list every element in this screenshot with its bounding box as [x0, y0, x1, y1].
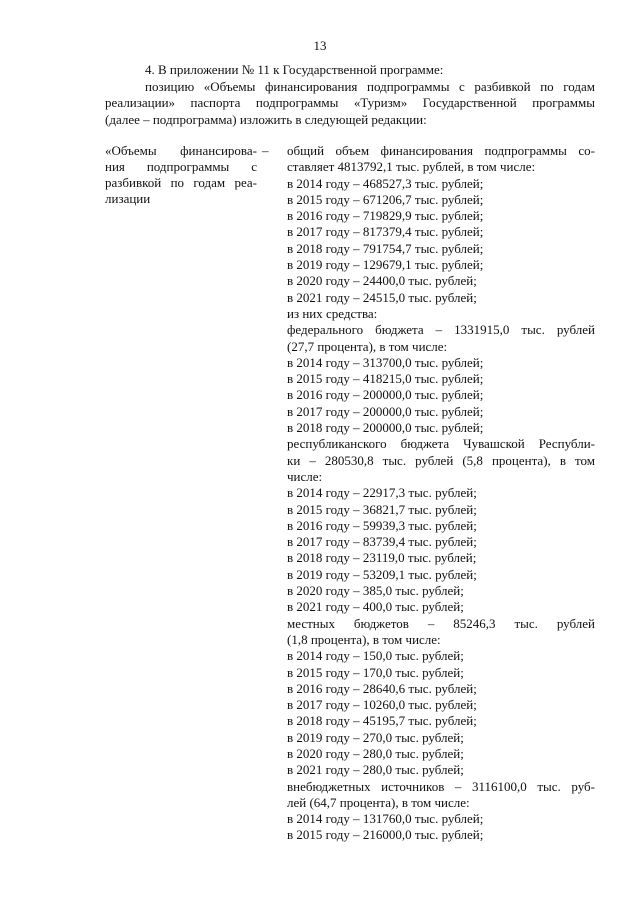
- label-line: «Объемы финансирова-: [105, 143, 257, 158]
- detail-line: в 2016 году – 719829,9 тыс. рублей;: [287, 208, 484, 224]
- detail-line: (27,7 процента), в том числе:: [287, 338, 448, 354]
- detail-line: ки – 280530,8 тыс. рублей (5,8 процента), в том: [287, 452, 595, 468]
- intro-line: реализации» паспорта подпрограммы «Туризм» Государственной программы: [105, 95, 595, 110]
- detail-line: в 2015 году – 671206,7 тыс. рублей;: [287, 191, 484, 207]
- label-line: ния подпрограммы с: [105, 159, 257, 174]
- detail-line: в 2015 году – 216000,0 тыс. рублей;: [287, 827, 484, 843]
- detail-line: в 2017 году – 83739,4 тыс. рублей;: [287, 534, 477, 550]
- detail-line: в 2015 году – 170,0 тыс. рублей;: [287, 664, 464, 680]
- detail-line: ставляет 4813792,1 тыс. рублей, в том числе:: [287, 159, 536, 175]
- detail-line: в 2016 году – 200000,0 тыс. рублей;: [287, 387, 484, 403]
- intro-line: позицию «Объемы финансирования подпрограммы с разбивкой по годам: [145, 78, 595, 94]
- financing-label-cell: [105, 143, 257, 207]
- detail-line: в 2016 году – 28640,6 тыс. рублей;: [287, 680, 477, 696]
- detail-line: в 2019 году – 129679,1 тыс. рублей;: [287, 257, 484, 273]
- detail-line: в 2015 году – 418215,0 тыс. рублей;: [287, 371, 484, 387]
- detail-line: в 2019 году – 53209,1 тыс. рублей;: [287, 566, 477, 582]
- financing-details-cell: [287, 143, 595, 844]
- detail-line: в 2018 году – 23119,0 тыс. рублей;: [287, 550, 477, 566]
- detail-line: внебюджетных источников – 3116100,0 тыс. руб-: [287, 778, 595, 794]
- detail-line: в 2021 году – 400,0 тыс. рублей;: [287, 599, 464, 615]
- intro-line: (далее – подпрограмма) изложить в следующей редакции:: [105, 111, 427, 127]
- column-dash: –: [262, 143, 269, 158]
- detail-line: в 2017 году – 817379,4 тыс. рублей;: [287, 224, 484, 240]
- detail-line: в 2021 году – 280,0 тыс. рублей;: [287, 762, 464, 778]
- detail-line: в 2020 году – 280,0 тыс. рублей;: [287, 745, 464, 761]
- detail-line: в 2018 году – 45195,7 тыс. рублей;: [287, 713, 477, 729]
- intro-paragraph: [105, 62, 595, 128]
- detail-line: в 2018 году – 791754,7 тыс. рублей;: [287, 240, 484, 256]
- detail-line: в 2020 году – 24400,0 тыс. рублей;: [287, 273, 477, 289]
- detail-line: в 2021 году – 24515,0 тыс. рублей;: [287, 289, 477, 305]
- detail-line: (1,8 процента), в том числе:: [287, 631, 441, 647]
- detail-line: местных бюджетов – 85246,3 тыс. рублей: [287, 615, 595, 631]
- detail-line: в 2014 году – 22917,3 тыс. рублей;: [287, 485, 477, 501]
- detail-line: в 2018 году – 200000,0 тыс. рублей;: [287, 420, 484, 436]
- detail-line: в 2014 году – 150,0 тыс. рублей;: [287, 648, 464, 664]
- detail-line: в 2014 году – 468527,3 тыс. рублей;: [287, 175, 484, 191]
- detail-line: числе:: [287, 468, 323, 484]
- detail-line: из них средства:: [287, 305, 378, 321]
- detail-line: лей (64,7 процента), в том числе:: [287, 794, 470, 810]
- detail-line: в 2015 году – 36821,7 тыс. рублей;: [287, 501, 477, 517]
- detail-line: в 2014 году – 131760,0 тыс. рублей;: [287, 811, 484, 827]
- label-line: разбивкой по годам реа-: [105, 175, 257, 190]
- label-line: лизации: [105, 191, 151, 206]
- detail-line: в 2016 году – 59939,3 тыс. рублей;: [287, 517, 477, 533]
- detail-line: федерального бюджета – 1331915,0 тыс. рублей: [287, 322, 595, 338]
- detail-line: в 2017 году – 200000,0 тыс. рублей;: [287, 403, 484, 419]
- detail-line: в 2014 году – 313700,0 тыс. рублей;: [287, 354, 484, 370]
- detail-line: в 2020 году – 385,0 тыс. рублей;: [287, 583, 464, 599]
- detail-line: республиканского бюджета Чувашской Республи-: [287, 436, 595, 452]
- detail-line: общий объем финансирования подпрограммы со-: [287, 143, 595, 158]
- detail-line: в 2019 году – 270,0 тыс. рублей;: [287, 729, 464, 745]
- intro-line: 4. В приложении № 11 к Государственной программе:: [145, 62, 444, 77]
- detail-line: в 2017 году – 10260,0 тыс. рублей;: [287, 697, 477, 713]
- page-number: 13: [313, 38, 327, 53]
